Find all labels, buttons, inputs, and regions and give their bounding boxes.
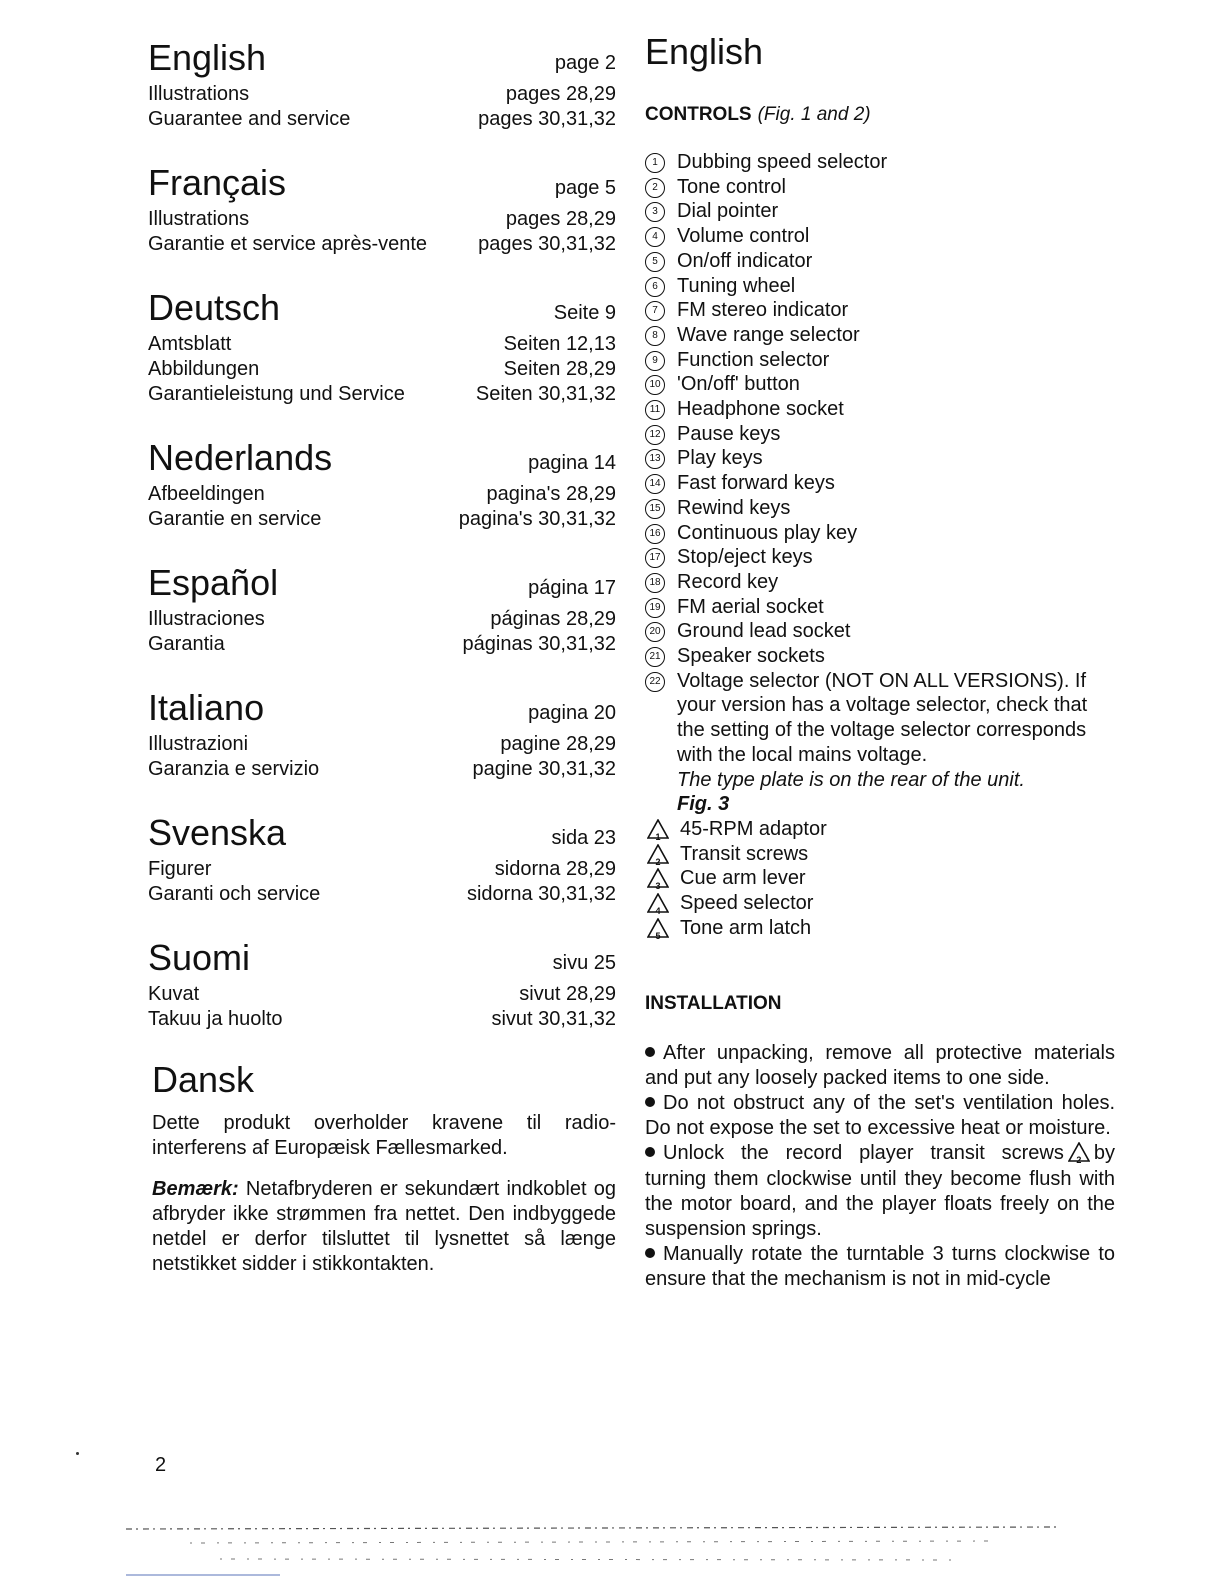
toc-language-header <box>148 284 616 328</box>
toc-entry <box>148 982 616 1007</box>
toc-language-page: página 17 <box>528 577 616 599</box>
controls-heading <box>645 102 1115 128</box>
type-plate-note: The type plate is on the rear of the unit. <box>677 768 1025 791</box>
circled-number-icon: 11 <box>645 400 665 420</box>
fig3-label: Transit screws <box>680 842 809 865</box>
bullet-item <box>645 1041 1115 1091</box>
control-label: Ground lead socket <box>677 620 851 643</box>
circled-number-icon: 7 <box>645 301 665 321</box>
toc-language-page: page 2 <box>554 52 616 74</box>
control-item <box>645 619 1115 644</box>
circled-number-icon: 6 <box>645 277 665 297</box>
toc-language-block <box>148 809 616 907</box>
bullet-text: by turning them clockwise until they become flush with the motor board, and the player floats freely on the suspension springs. <box>645 1142 1115 1240</box>
toc-entry-label: Guarantee and service <box>148 108 351 130</box>
toc-entry-label: Kuvat <box>148 983 200 1005</box>
control-item <box>645 545 1115 570</box>
toc-entry-pages: pagina's 30,31,32 <box>458 508 616 530</box>
toc-language-page: page 5 <box>554 177 616 199</box>
toc-entry-pages: Seiten 12,13 <box>503 333 616 355</box>
toc-language-block <box>148 559 616 657</box>
toc-language-name: Suomi <box>148 937 251 978</box>
toc-language-block <box>148 434 616 532</box>
control-label: Speaker sockets <box>677 645 825 668</box>
toc-language-page: sida 23 <box>551 827 616 849</box>
control-label: Fast forward keys <box>677 472 835 495</box>
toc-language-page: pagina 14 <box>528 452 616 474</box>
toc-entry-pages: pages 30,31,32 <box>478 108 616 130</box>
toc-entry <box>148 882 616 907</box>
dansk-title: Dansk <box>152 1059 255 1100</box>
toc-entry-label: Abbildungen <box>148 358 260 380</box>
control-label: Stop/eject keys <box>677 546 813 569</box>
toc-entry <box>148 507 616 532</box>
toc-language-header <box>148 159 616 203</box>
circled-number-icon: 12 <box>645 425 665 445</box>
control-item <box>645 521 1115 546</box>
dansk-note-label: Bemærk: <box>152 1178 239 1200</box>
toc-entry-pages: pages 28,29 <box>505 83 616 105</box>
circled-number-icon: 3 <box>645 202 665 222</box>
circled-number-icon: 8 <box>645 326 665 346</box>
bullet-icon <box>645 1047 655 1057</box>
control-item-voltage <box>645 669 1115 817</box>
control-item <box>645 150 1115 175</box>
toc-entry-pages: sidorna 28,29 <box>494 858 616 880</box>
control-item <box>645 446 1115 471</box>
control-item <box>645 570 1115 595</box>
dansk-note-text: Netafbryderen er sekundært indkoblet og afbryder ikke strømmen fra nettet. Den indbyggede netdel er derfor tilsluttet til lysnettet så længe netstikket sidder i stikkontakten. <box>152 1178 616 1275</box>
toc-language-header <box>148 809 616 853</box>
dansk-note <box>152 1177 616 1277</box>
toc-language-block <box>148 34 616 132</box>
control-item <box>645 348 1115 373</box>
toc-entry-label: Illustraciones <box>148 608 265 630</box>
control-label: Function selector <box>677 348 830 371</box>
warning-triangle-icon: 5 <box>647 918 669 938</box>
warning-triangle-icon: 4 <box>647 893 669 913</box>
fig3-label: 45-RPM adaptor <box>680 817 827 840</box>
toc-entry-label: Garantie en service <box>148 508 322 530</box>
control-label: 'On/off' button <box>677 373 800 396</box>
toc-language-name: Français <box>148 162 287 203</box>
fig3-item <box>645 817 1115 842</box>
toc-language-name: English <box>148 37 267 78</box>
circled-number-icon: 17 <box>645 548 665 568</box>
bullet-text: Manually rotate the turntable 3 turns clockwise to ensure that the mechanism is not in mid-cycle <box>645 1243 1115 1291</box>
toc-entry-label: Illustrations <box>148 208 250 230</box>
fig3-label: Cue arm lever <box>680 867 806 890</box>
toc-entry <box>148 207 616 232</box>
toc-entry-pages: pagine 30,31,32 <box>472 758 616 780</box>
toc-entry-label: Takuu ja huolto <box>148 1008 283 1030</box>
bullet-item <box>645 1091 1115 1141</box>
circled-number-icon: 20 <box>645 622 665 642</box>
control-item <box>645 496 1115 521</box>
controls-heading-text: CONTROLS <box>645 104 752 125</box>
toc-list <box>148 34 616 1032</box>
circled-number-icon: 4 <box>645 227 665 247</box>
toc-language-header <box>148 684 616 728</box>
control-item <box>645 224 1115 249</box>
control-label: Record key <box>677 570 779 593</box>
toc-entry-pages: pages 30,31,32 <box>478 233 616 255</box>
toc-entry <box>148 107 616 132</box>
fig3-item <box>645 842 1115 867</box>
control-label: Pause keys <box>677 422 781 445</box>
control-label: FM aerial socket <box>677 595 824 618</box>
controls-list <box>645 150 1115 669</box>
toc-entry <box>148 232 616 257</box>
bullet-item <box>645 1242 1115 1292</box>
fig3-item <box>645 891 1115 916</box>
control-item <box>645 397 1115 422</box>
bullet-text: Unlock the record player transit screws <box>663 1142 1064 1165</box>
toc-entry-pages: sivut 28,29 <box>519 983 616 1005</box>
bullet-icon <box>645 1097 655 1107</box>
toc-language-page: pagina 20 <box>528 702 616 724</box>
control-label: Dubbing speed selector <box>677 151 888 173</box>
toc-language-header <box>148 34 616 78</box>
bullet-text: After unpacking, remove all protective materials and put any loosely packed items to one side. <box>645 1041 1115 1089</box>
toc-entry-label: Illustrations <box>148 83 250 105</box>
installation-heading: INSTALLATION <box>645 992 782 1014</box>
circled-number-icon: 10 <box>645 375 665 395</box>
toc-language-block <box>148 934 616 1032</box>
bullet-text: Do not obstruct any of the set's ventilation holes. Do not expose the set to excessive heat or moisture. <box>645 1091 1115 1140</box>
control-item <box>645 644 1115 669</box>
control-label: Headphone socket <box>677 398 844 421</box>
fig3-label: Speed selector <box>680 892 814 915</box>
warning-triangle-icon: 2 <box>647 844 669 864</box>
dansk-section <box>148 1059 616 1277</box>
toc-entry <box>148 382 616 407</box>
toc-entry-pages: Seiten 28,29 <box>503 358 616 380</box>
toc-entry-pages: Seiten 30,31,32 <box>475 383 616 405</box>
toc-language-name: Español <box>148 562 279 603</box>
toc-entry <box>148 732 616 757</box>
circled-number-icon: 1 <box>645 153 665 173</box>
circled-number-icon: 22 <box>645 672 665 692</box>
control-label: Continuous play key <box>677 521 858 544</box>
page-number: 2 <box>155 1454 167 1476</box>
toc-entry <box>148 1007 616 1032</box>
warning-triangle-icon: 3 <box>647 868 669 888</box>
control-label: Dial pointer <box>677 200 779 223</box>
toc-entry-label: Garantieleistung und Service <box>148 383 405 405</box>
toc-entry <box>148 632 616 657</box>
control-item <box>645 249 1115 274</box>
toc-entry-label: Afbeeldingen <box>148 483 265 505</box>
circled-number-icon: 16 <box>645 524 665 544</box>
warning-triangle-icon: 1 <box>647 819 669 839</box>
language-index <box>148 34 616 1293</box>
toc-entry-pages: pages 28,29 <box>505 208 616 230</box>
toc-entry <box>148 857 616 882</box>
scan-noise-decoration <box>0 1515 1224 1584</box>
toc-entry-pages: pagine 28,29 <box>500 733 616 755</box>
dansk-paragraph: Dette produkt overholder kravene til radio-interferens af Europæisk Fællesmarked. <box>152 1112 616 1159</box>
fig3-list <box>645 817 1115 941</box>
control-item <box>645 298 1115 323</box>
toc-entry-label: Illustrazioni <box>148 733 249 755</box>
toc-language-block <box>148 284 616 407</box>
control-item <box>645 471 1115 496</box>
control-item <box>645 199 1115 224</box>
control-label: On/off indicator <box>677 249 813 272</box>
circled-number-icon: 13 <box>645 449 665 469</box>
circled-number-icon: 5 <box>645 252 665 272</box>
voltage-list <box>645 669 1115 817</box>
control-label: Wave range selector <box>677 323 860 346</box>
control-item <box>645 175 1115 200</box>
control-label: FM stereo indicator <box>677 299 849 322</box>
control-item <box>645 422 1115 447</box>
toc-entry-pages: sivut 30,31,32 <box>491 1008 616 1030</box>
circled-number-icon: 21 <box>645 647 665 667</box>
control-label: Rewind keys <box>677 496 791 519</box>
toc-language-header <box>148 434 616 478</box>
toc-entry <box>148 332 616 357</box>
toc-language-header <box>148 934 616 978</box>
toc-entry-pages: páginas 28,29 <box>490 608 616 630</box>
toc-entry <box>148 757 616 782</box>
circled-number-icon: 19 <box>645 598 665 618</box>
control-label: Tuning wheel <box>677 274 796 297</box>
toc-language-name: Svenska <box>148 812 287 853</box>
fig3-item <box>645 866 1115 891</box>
toc-entry-label: Figurer <box>148 858 212 880</box>
control-label: Volume control <box>677 225 810 248</box>
warning-triangle-icon: 2 <box>1068 1142 1090 1162</box>
toc-entry-pages: páginas 30,31,32 <box>462 633 616 655</box>
control-item <box>645 323 1115 348</box>
toc-language-header <box>148 559 616 603</box>
toc-language-name: Nederlands <box>148 437 333 478</box>
control-item <box>645 274 1115 299</box>
toc-language-page: sivu 25 <box>552 952 616 974</box>
toc-entry-label: Garantie et service après-vente <box>148 233 428 255</box>
toc-entry-pages: pagina's 28,29 <box>486 483 616 505</box>
english-title: English <box>645 31 764 72</box>
toc-entry-label: Garanti och service <box>148 883 321 905</box>
english-section <box>645 32 1115 1293</box>
toc-entry <box>148 82 616 107</box>
circled-number-icon: 15 <box>645 499 665 519</box>
circled-number-icon: 9 <box>645 351 665 371</box>
toc-language-block <box>148 159 616 257</box>
bullet-item <box>645 1141 1115 1242</box>
toc-language-name: Italiano <box>148 687 265 728</box>
toc-language-page: Seite 9 <box>553 302 616 324</box>
bullet-icon <box>645 1248 655 1258</box>
toc-entry <box>148 607 616 632</box>
toc-entry-label: Garantia <box>148 633 225 655</box>
toc-entry <box>148 357 616 382</box>
control-label: Play keys <box>677 447 763 470</box>
circled-number-icon: 2 <box>645 178 665 198</box>
control-item <box>645 372 1115 397</box>
fig3-label: Tone arm latch <box>680 916 812 939</box>
circled-number-icon: 18 <box>645 573 665 593</box>
controls-fig-ref: (Fig. 1 and 2) <box>757 104 871 125</box>
fig3-ref: Fig. 3 <box>677 793 730 816</box>
toc-language-block <box>148 684 616 782</box>
scan-speck <box>76 1452 79 1455</box>
toc-language-name: Deutsch <box>148 287 281 328</box>
toc-entry-label: Garanzia e servizio <box>148 758 320 780</box>
toc-entry <box>148 482 616 507</box>
control-item <box>645 595 1115 620</box>
circled-number-icon: 14 <box>645 474 665 494</box>
toc-entry-label: Amtsblatt <box>148 333 232 355</box>
bullet-icon <box>645 1147 655 1157</box>
fig3-item <box>645 916 1115 941</box>
installation-bullets <box>645 1041 1115 1293</box>
voltage-label: Voltage selector (NOT ON ALL VERSIONS). If your version has a voltage selector, check that the setting of the voltage selector corresponds with the local mains voltage. <box>677 669 1088 766</box>
control-label: Tone control <box>677 175 786 198</box>
toc-entry-pages: sidorna 30,31,32 <box>466 883 616 905</box>
